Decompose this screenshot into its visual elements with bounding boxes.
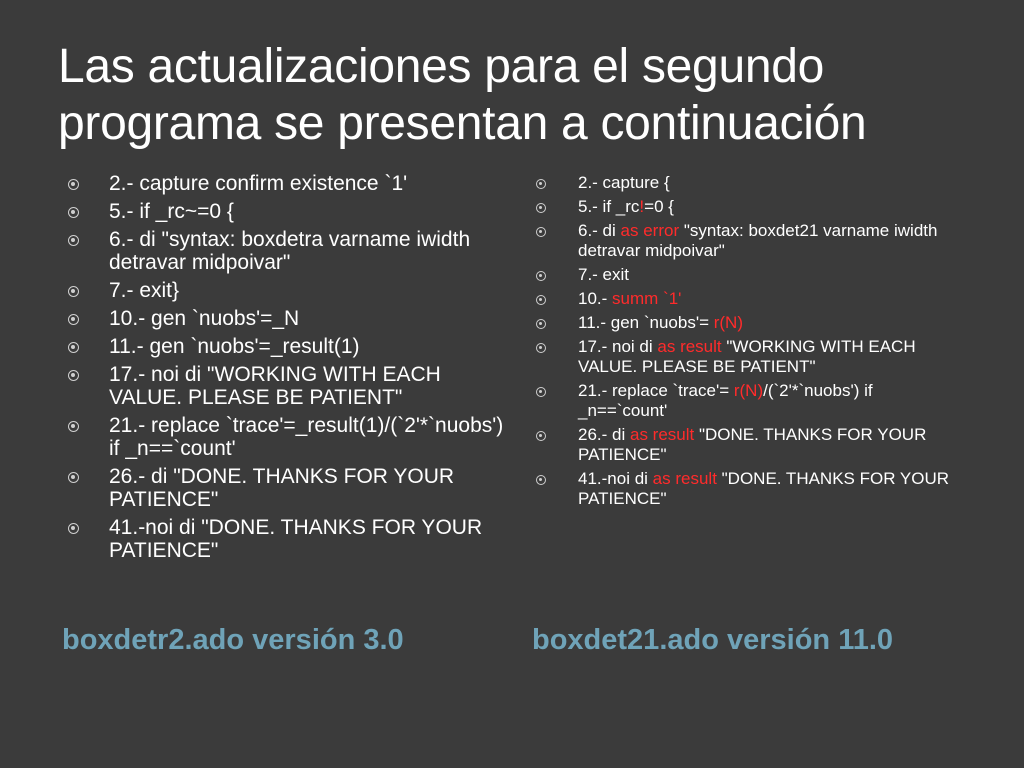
circle-bullet-icon [68,472,79,483]
circle-bullet-icon [536,319,546,329]
list-item-text: 21.- replace `trace'= [578,381,734,400]
list-item [536,337,966,377]
list-item-text: /(`2'*`nuobs') if _n==`count' [578,381,873,420]
circle-bullet-icon [536,227,546,237]
list-item-text: 2.- capture { [578,173,670,192]
circle-bullet-icon [536,203,546,213]
highlighted-code: as result [652,469,717,488]
list-item [536,289,966,309]
list-item [536,469,966,509]
circle-bullet-icon [536,475,546,485]
highlighted-code: as result [629,425,695,444]
list-item [536,221,966,261]
list-item-text: 10.- [578,289,613,308]
list-item-text: =0 { [644,197,674,216]
list-item-text: 41.-noi di [578,469,653,488]
highlighted-code: as error [620,221,680,240]
circle-bullet-icon [68,370,79,381]
list-item [536,313,966,333]
circle-bullet-icon [536,343,546,353]
list-item-text: 6.- di [578,221,621,240]
highlighted-code: as result [657,337,722,356]
left-column-caption: boxdetr2.ado versión 3.0 [62,624,404,656]
circle-bullet-icon [536,179,546,189]
right-code-list [536,173,966,513]
list-item [68,172,508,195]
list-item-text: 17.- noi di [578,337,658,356]
circle-bullet-icon [536,431,546,441]
list-item [536,173,966,193]
circle-bullet-icon [68,421,79,432]
list-item [68,363,508,409]
list-item [68,200,508,223]
circle-bullet-icon [68,179,79,190]
list-item [68,228,508,274]
list-item-text: 7.- exit [578,265,630,284]
circle-bullet-icon [536,387,546,397]
list-item-text: 6.- di "syntax: boxdetra varname iwidth detravar midpoivar" [109,228,471,274]
circle-bullet-icon [536,295,546,305]
list-item-text: "DONE. THANKS FOR YOUR PATIENCE" [578,469,950,508]
list-item-text: 5.- if _rc [578,197,640,216]
list-item [68,414,508,460]
list-item [536,381,966,421]
list-item [68,335,508,358]
list-item-text: 26.- di "DONE. THANKS FOR YOUR PATIENCE" [109,465,455,511]
list-item-text: 2.- capture confirm existence `1' [109,172,408,195]
circle-bullet-icon [68,314,79,325]
circle-bullet-icon [68,207,79,218]
list-item [68,516,508,562]
circle-bullet-icon [68,523,79,534]
list-item-text: 11.- gen `nuobs'= [578,313,714,332]
slide-title: Las actualizaciones para el segundo programa se presentan a continuación [58,40,867,150]
list-item-text: 10.- gen `nuobs'=_N [109,307,300,330]
list-item [68,279,508,302]
list-item [536,265,966,285]
list-item-text: 41.-noi di "DONE. THANKS FOR YOUR PATIENCE" [109,516,483,562]
list-item-text: "syntax: boxdet21 varname iwidth detravar midpoivar" [578,221,938,260]
circle-bullet-icon [68,342,79,353]
list-item-text: 21.- replace `trace'=_result(1)/(`2'*`nuobs') if _n==`count' [109,414,504,460]
list-item [536,197,966,217]
list-item [68,307,508,330]
list-item-text: 5.- if _rc~=0 { [109,200,234,223]
highlighted-code: r(N) [733,381,764,400]
circle-bullet-icon [68,286,79,297]
list-item [536,425,966,465]
highlighted-code: ! [639,197,645,216]
right-column-caption: boxdet21.ado versión 11.0 [532,624,894,656]
list-item-text: 11.- gen `nuobs'=_result(1) [109,335,360,358]
list-item-text: 17.- noi di "WORKING WITH EACH VALUE. PLEASE BE PATIENT" [109,363,441,409]
highlighted-code: r(N) [713,313,743,332]
circle-bullet-icon [68,235,79,246]
list-item [68,465,508,511]
list-item-text: "DONE. THANKS FOR YOUR PATIENCE" [578,425,927,464]
left-code-list [68,172,508,567]
highlighted-code: summ `1' [612,289,682,308]
list-item-text: "WORKING WITH EACH VALUE. PLEASE BE PATIENT" [578,337,916,376]
list-item-text: 26.- di [578,425,630,444]
circle-bullet-icon [536,271,546,281]
list-item-text: 7.- exit} [109,279,180,302]
